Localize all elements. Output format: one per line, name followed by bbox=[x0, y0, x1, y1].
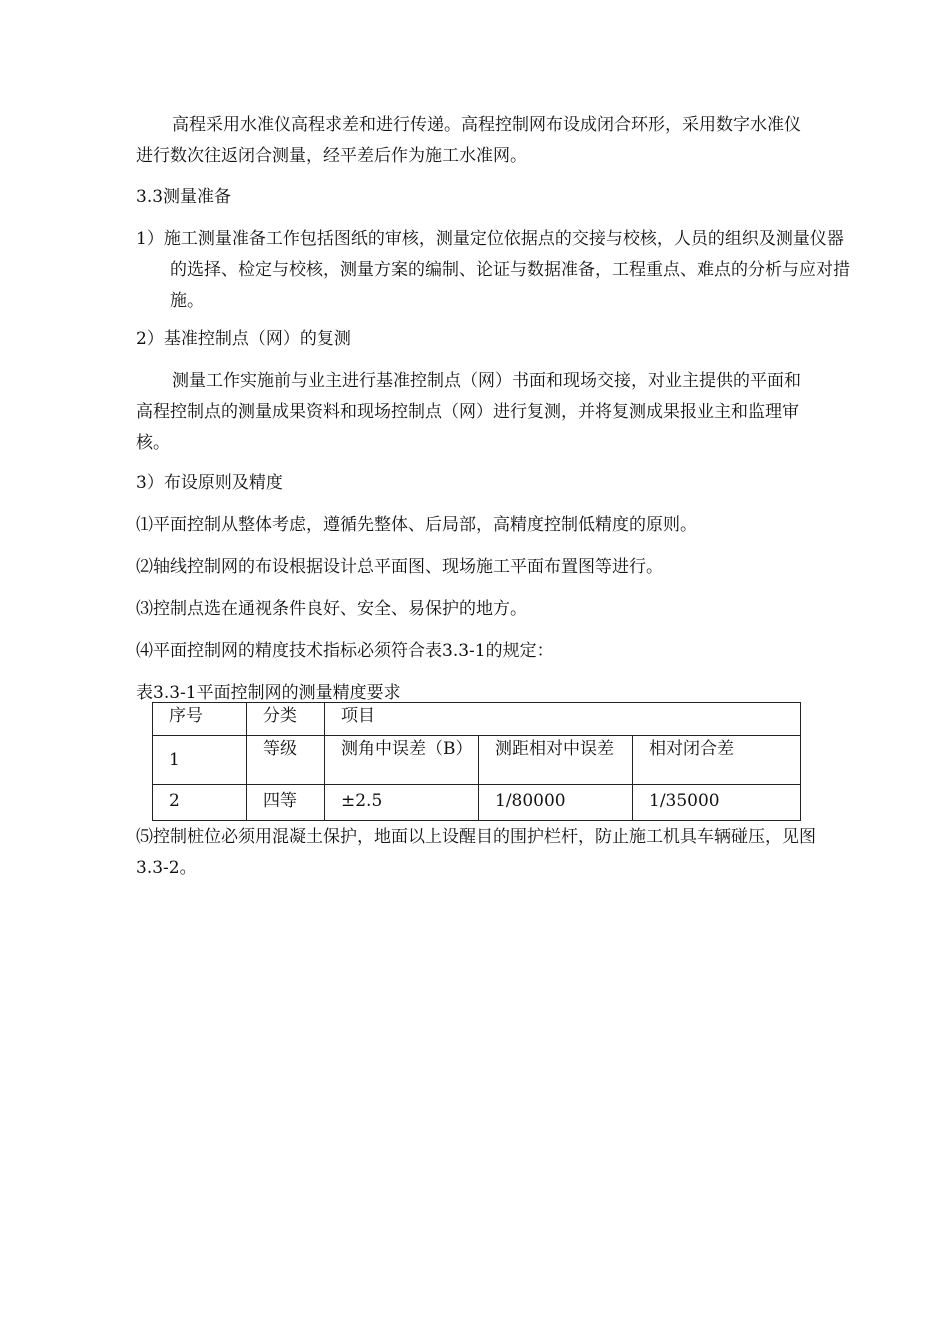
table-cell: 测角中误差（B） bbox=[325, 736, 479, 785]
list-item-2: 2）基准控制点（网）的复测 bbox=[136, 329, 351, 349]
sub-item-5: ⑸控制桩位必须用混凝土保护，地面以上设醒目的围护栏杆，防止施工机具车辆碰压，见图3.3-2。 bbox=[136, 827, 816, 878]
header-cell-index: 序号 bbox=[153, 703, 247, 736]
table-cell: ±2.5 bbox=[325, 785, 479, 821]
table-cell: 1/80000 bbox=[479, 785, 633, 821]
sub-item-3: ⑶控制点选在通视条件良好、安全、易保护的地方。 bbox=[136, 599, 527, 619]
table-cell: 2 bbox=[153, 785, 247, 821]
table-cell: 1 bbox=[153, 736, 247, 785]
sub-item-2: ⑵轴线控制网的布设根据设计总平面图、现场施工平面布置图等进行。 bbox=[136, 557, 663, 577]
table-caption: 表3.3-1平面控制网的测量精度要求 bbox=[136, 683, 401, 703]
table-cell: 相对闭合差 bbox=[633, 736, 801, 785]
table-row bbox=[153, 785, 801, 821]
list-item-1: 1）施工测量准备工作包括图纸的审核，测量定位依据点的交接与校核，人员的组织及测量仪器的选择、检定与校核，测量方案的编制、论证与数据准备，工程重点、难点的分析与应对措施。 bbox=[136, 229, 850, 311]
paragraph-retest: 测量工作实施前与业主进行基准控制点（网）书面和现场交接，对业主提供的平面和高程控制点的测量成果资料和现场控制点（网）进行复测，并将复测成果报业主和监理审核。 bbox=[136, 371, 801, 453]
table-row bbox=[153, 736, 801, 785]
sub-item-4: ⑷平面控制网的精度技术指标必须符合表3.3-1的规定： bbox=[136, 641, 554, 661]
table-cell: 测距相对中误差 bbox=[479, 736, 633, 785]
header-cell-item: 项目 bbox=[325, 703, 801, 736]
table-cell: 1/35000 bbox=[633, 785, 801, 821]
section-heading-3-3: 3.3测量准备 bbox=[136, 187, 232, 207]
list-item-3: 3）布设原则及精度 bbox=[136, 473, 283, 493]
table-cell: 等级 bbox=[247, 736, 325, 785]
paragraph-elevation: 高程采用水准仪高程求差和进行传递。高程控制网布设成闭合环形，采用数字水准仪进行数次往返闭合测量，经平差后作为施工水准网。 bbox=[136, 115, 801, 166]
table-header-row bbox=[153, 703, 801, 736]
sub-item-1: ⑴平面控制从整体考虑，遵循先整体、后局部，高精度控制低精度的原则。 bbox=[136, 515, 697, 535]
table-cell: 四等 bbox=[247, 785, 325, 821]
precision-table bbox=[152, 702, 801, 821]
header-cell-category: 分类 bbox=[247, 703, 325, 736]
